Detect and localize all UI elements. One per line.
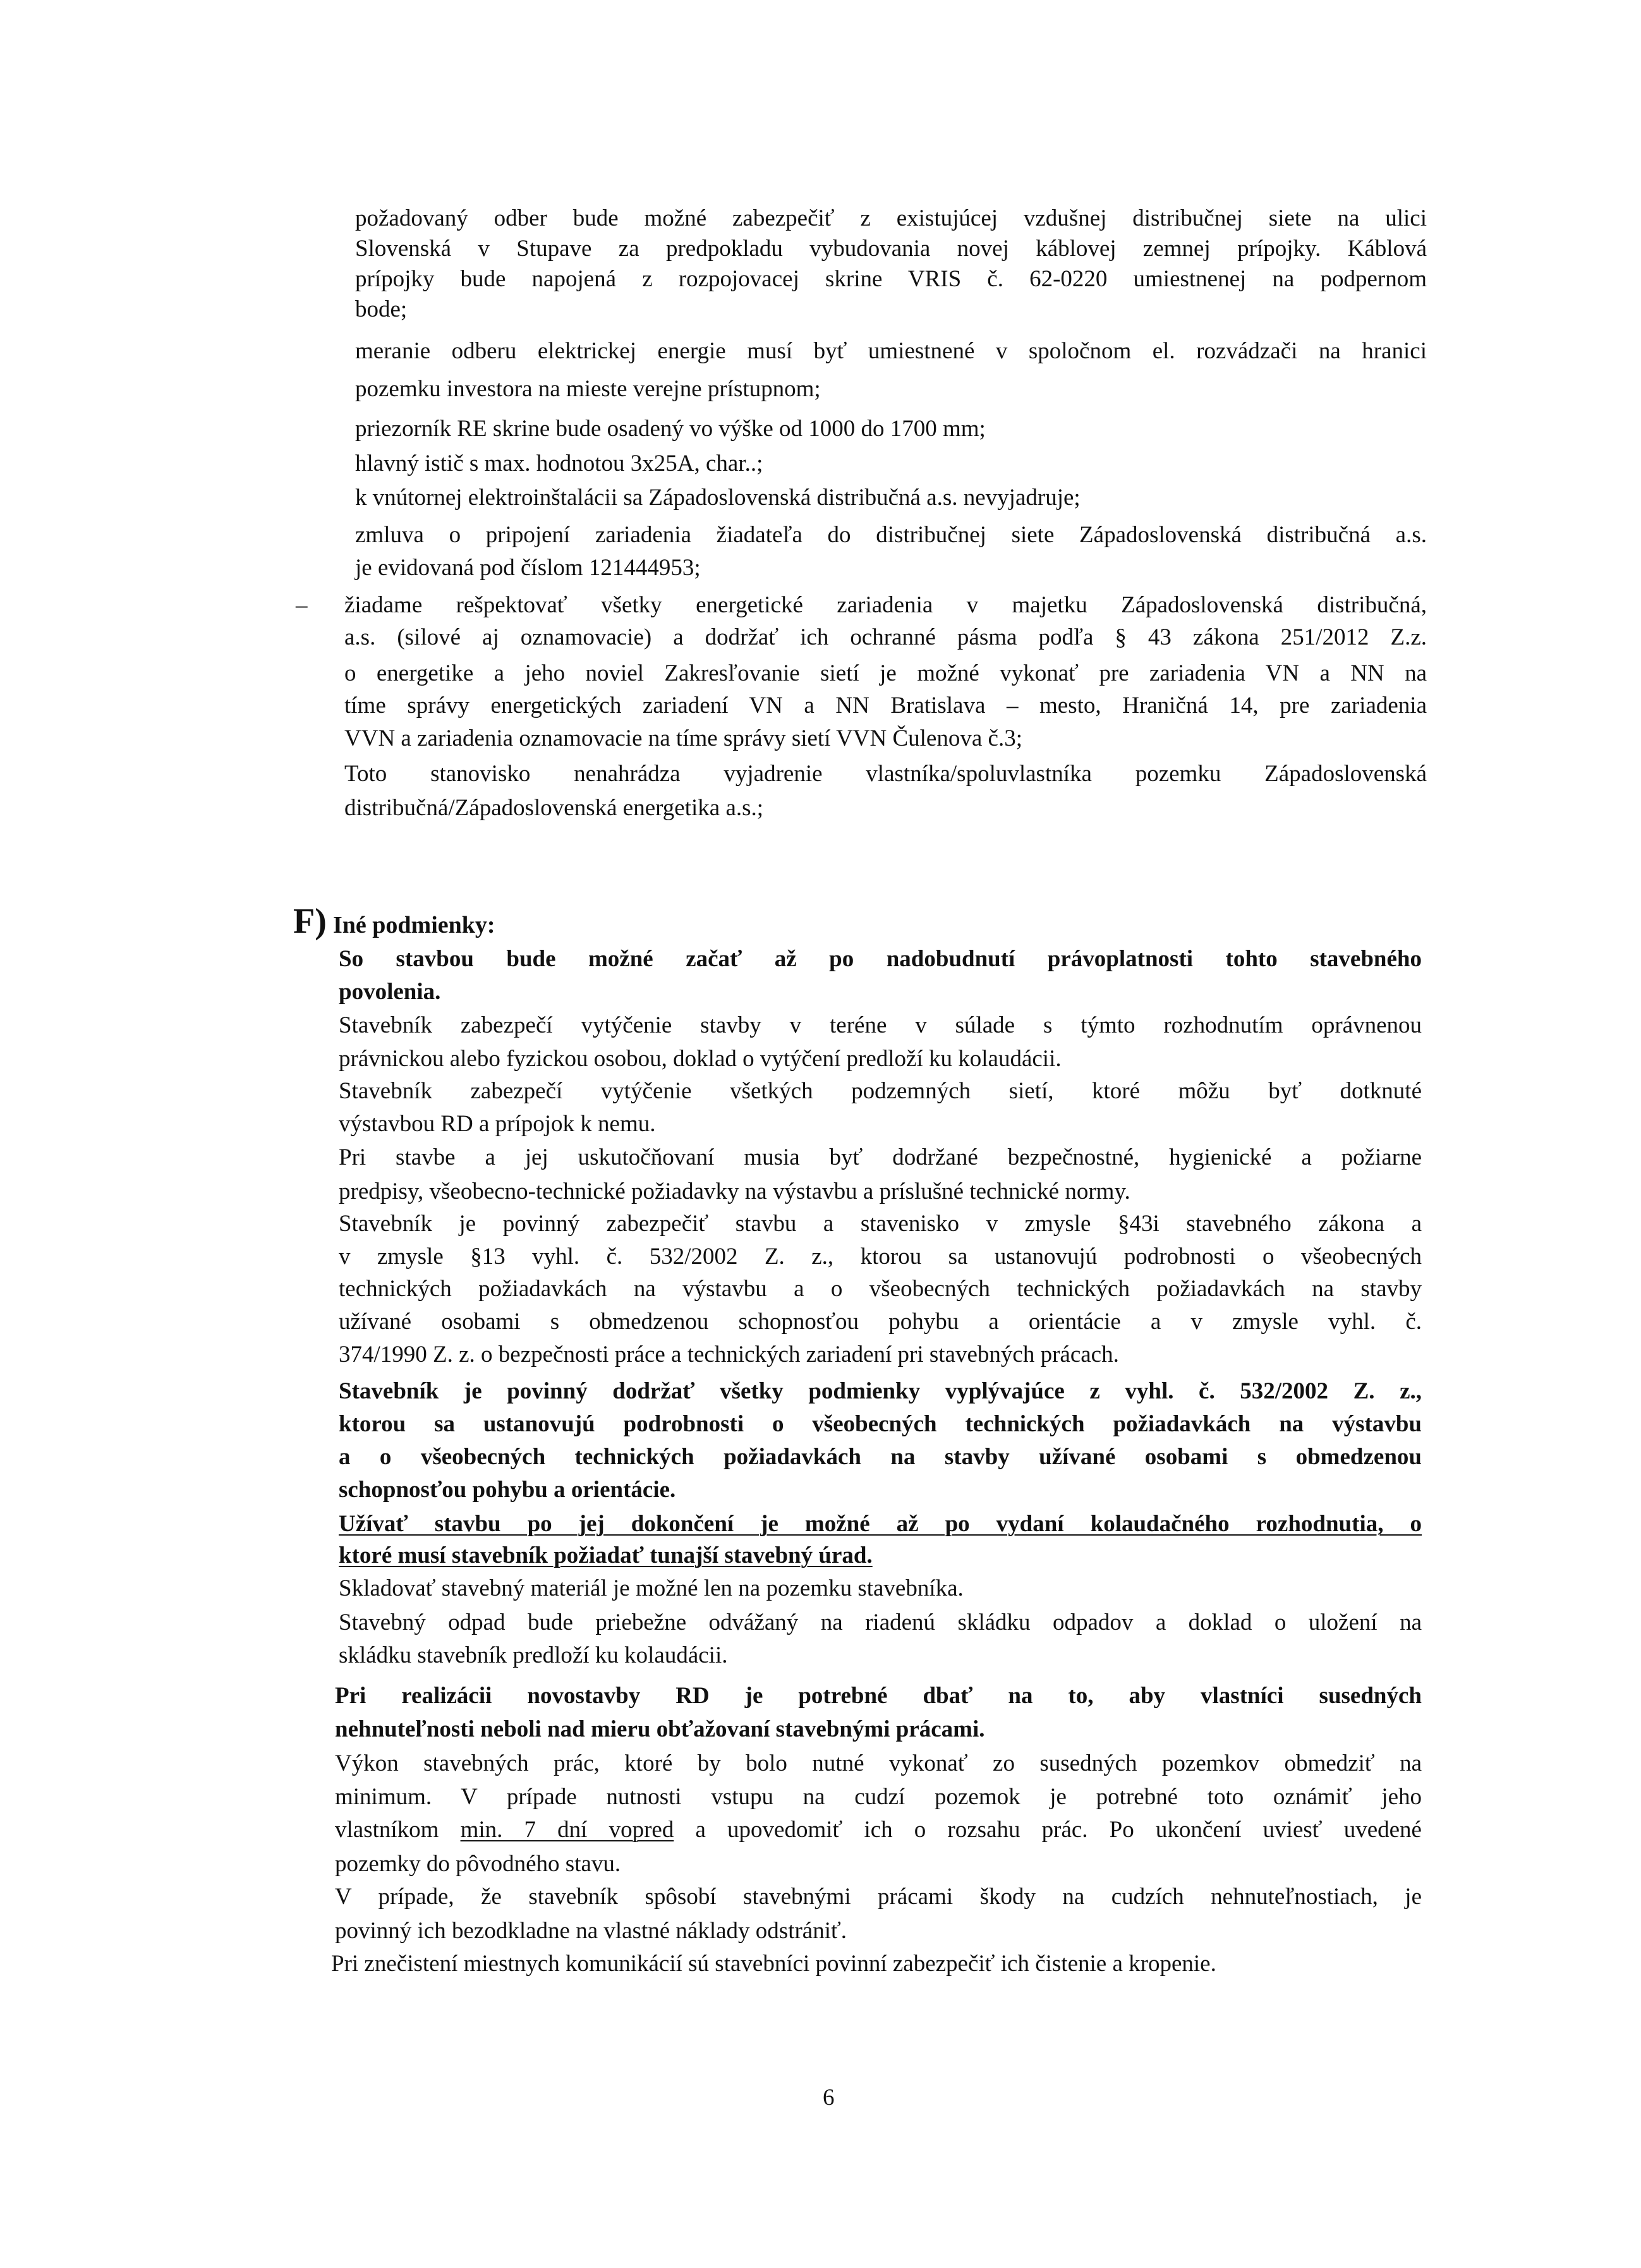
text-line: tíme správy energetických zariadení VN a NN Bratislava – mesto, Hraničná 14, pre zariadenia [344,693,1427,719]
text-line: a.s. (silové aj oznamovacie) a dodržať ich ochranné pásma podľa § 43 zákona 251/2012 Z.z. [344,624,1427,650]
text-line: minimum. V prípade nutnosti vstupu na cudzí pozemok je potrebné toto oznámiť jeho [335,1784,1422,1810]
text-line: k vnútornej elektroinštalácii sa Západoslovenská distribučná a.s. nevyjadruje; [355,485,1081,511]
text-line: 374/1990 Z. z. o bezpečnosti práce a technických zariadení pri stavebných prácach. [339,1342,1119,1367]
text-line: Skladovať stavebný materiál je možné len na pozemku stavebníka. [339,1575,964,1601]
text-line: povinný ich bezodkladne na vlastné náklady odstrániť. [335,1918,847,1944]
text-line: Stavebník zabezpečí vytýčenie všetkých podzemných sietí, ktoré môžu byť dotknuté [339,1078,1422,1104]
text-line: je evidovaná pod číslom 121444953; [355,555,701,581]
text-line: VVN a zariadenia oznamovacie na tíme správy sietí VVN Čulenova č.3; [344,725,1022,751]
text-line: nehnuteľnosti neboli nad mieru obťažovaní stavebnými prácami. [335,1716,985,1742]
text-line: schopnosťou pohybu a orientácie. [339,1477,676,1503]
section-letter: F) [293,902,327,941]
text-line: užívané osobami s obmedzenou schopnosťou pohybu a orientácie a v zmysle vyhl. č. [339,1309,1422,1335]
text-line: So stavbou bude možné začať až po nadobudnutí právoplatnosti tohto stavebného [339,946,1422,972]
text-line: bode; [355,296,408,322]
text-line: Slovenská v Stupave za predpokladu vybudovania novej káblovej zemnej prípojky. Káblová [355,236,1427,262]
text-line: hlavný istič s max. hodnotou 3x25A, char..; [355,451,763,476]
list-dash: – [296,592,308,618]
text-line [335,1815,1422,1845]
text-line: prípojky bude napojená z rozpojovacej skrine VRIS č. 62-0220 umiestnenej na podpernom [355,266,1427,292]
page-number: 6 [823,2085,835,2111]
text-line: ktoré musí stavebník požiadať tunajší stavebný úrad. [339,1543,873,1568]
text-line: Pri stavbe a jej uskutočňovaní musia byť dodržané bezpečnostné, hygienické a požiarne [339,1144,1422,1170]
text-line: Stavebník je povinný zabezpečiť stavbu a stavenisko v zmysle §43i stavebného zákona a [339,1211,1422,1237]
text-line: v zmysle §13 vyhl. č. 532/2002 Z. z., ktorou sa ustanovujú podrobnosti o všeobecných [339,1244,1422,1270]
text-line: výstavbou RD a prípojok k nemu. [339,1111,656,1137]
text-line: o energetike a jeho noviel Zakresľovanie sietí je možné vykonať pre zariadenia VN a NN na [344,660,1427,686]
text-line: požadovaný odber bude možné zabezpečiť z existujúcej vzdušnej distribučnej siete na ulici [355,205,1427,231]
text-line: Výkon stavebných prác, ktoré by bolo nutné vykonať zo susedných pozemkov obmedziť na [335,1750,1422,1776]
text-line: ktorou sa ustanovujú podrobnosti o všeobecných technických požiadavkách na výstavbu [339,1411,1422,1437]
text-line: Stavebník je povinný dodržať všetky podmienky vyplývajúce z vyhl. č. 532/2002 Z. z., [339,1378,1422,1404]
notice-period-underlined: min. 7 dní vopred [460,1817,674,1843]
text-line: skládku stavebník predloží ku kolaudácii. [339,1642,728,1668]
text-line: technických požiadavkách na výstavbu a o všeobecných technických požiadavkách na stavby [339,1276,1422,1302]
text-fragment: vlastníkom [335,1817,461,1843]
text-fragment: a upovedomiť ich o rozsahu prác. Po ukončení uviesť uvedené [674,1817,1422,1843]
text-line: povolenia. [339,979,441,1005]
text-line: Pri realizácii novostavby RD je potrebné dbať na to, aby vlastníci susedných [335,1683,1422,1709]
text-line: Stavebník zabezpečí vytýčenie stavby v teréne v súlade s týmto rozhodnutím oprávnenou [339,1012,1422,1038]
text-line: pozemky do pôvodného stavu. [335,1851,621,1877]
text-line: Toto stanovisko nenahrádza vyjadrenie vlastníka/spoluvlastníka pozemku Západoslovenská [344,761,1427,787]
text-line: meranie odberu elektrickej energie musí byť umiestnené v spoločnom el. rozvádzači na hranici [355,338,1427,364]
text-line: Užívať stavbu po jej dokončení je možné až po vydaní kolaudačného rozhodnutia, o [339,1511,1422,1537]
text-line: Stavebný odpad bude priebežne odvážaný na riadenú skládku odpadov a doklad o uložení na [339,1610,1422,1635]
text-line: a o všeobecných technických požiadavkách na stavby užívané osobami s obmedzenou [339,1444,1422,1470]
text-line: Pri znečistení miestnych komunikácií sú stavebníci povinní zabezpečiť ich čistenie a kropenie. [331,1951,1216,1977]
text-line: pozemku investora na mieste verejne prístupnom; [355,376,821,402]
text-line: distribučná/Západoslovenská energetika a.s.; [344,795,764,821]
text-line: žiadame rešpektovať všetky energetické zariadenia v majetku Západoslovenská distribučná, [344,592,1427,618]
text-line: právnickou alebo fyzickou osobou, doklad o vytýčení predloží ku kolaudácii. [339,1046,1062,1072]
text-line: V prípade, že stavebník spôsobí stavebnými prácami škody na cudzích nehnuteľnostiach, je [335,1884,1422,1910]
text-line: zmluva o pripojení zariadenia žiadateľa do distribučnej siete Západoslovenská distribučná a.s. [355,522,1427,548]
text-line: priezorník RE skrine bude osadený vo výške od 1000 do 1700 mm; [355,416,986,442]
text-line: predpisy, všeobecno-technické požiadavky na výstavbu a príslušné technické normy. [339,1179,1130,1204]
section-title: Iné podmienky: [333,912,495,938]
